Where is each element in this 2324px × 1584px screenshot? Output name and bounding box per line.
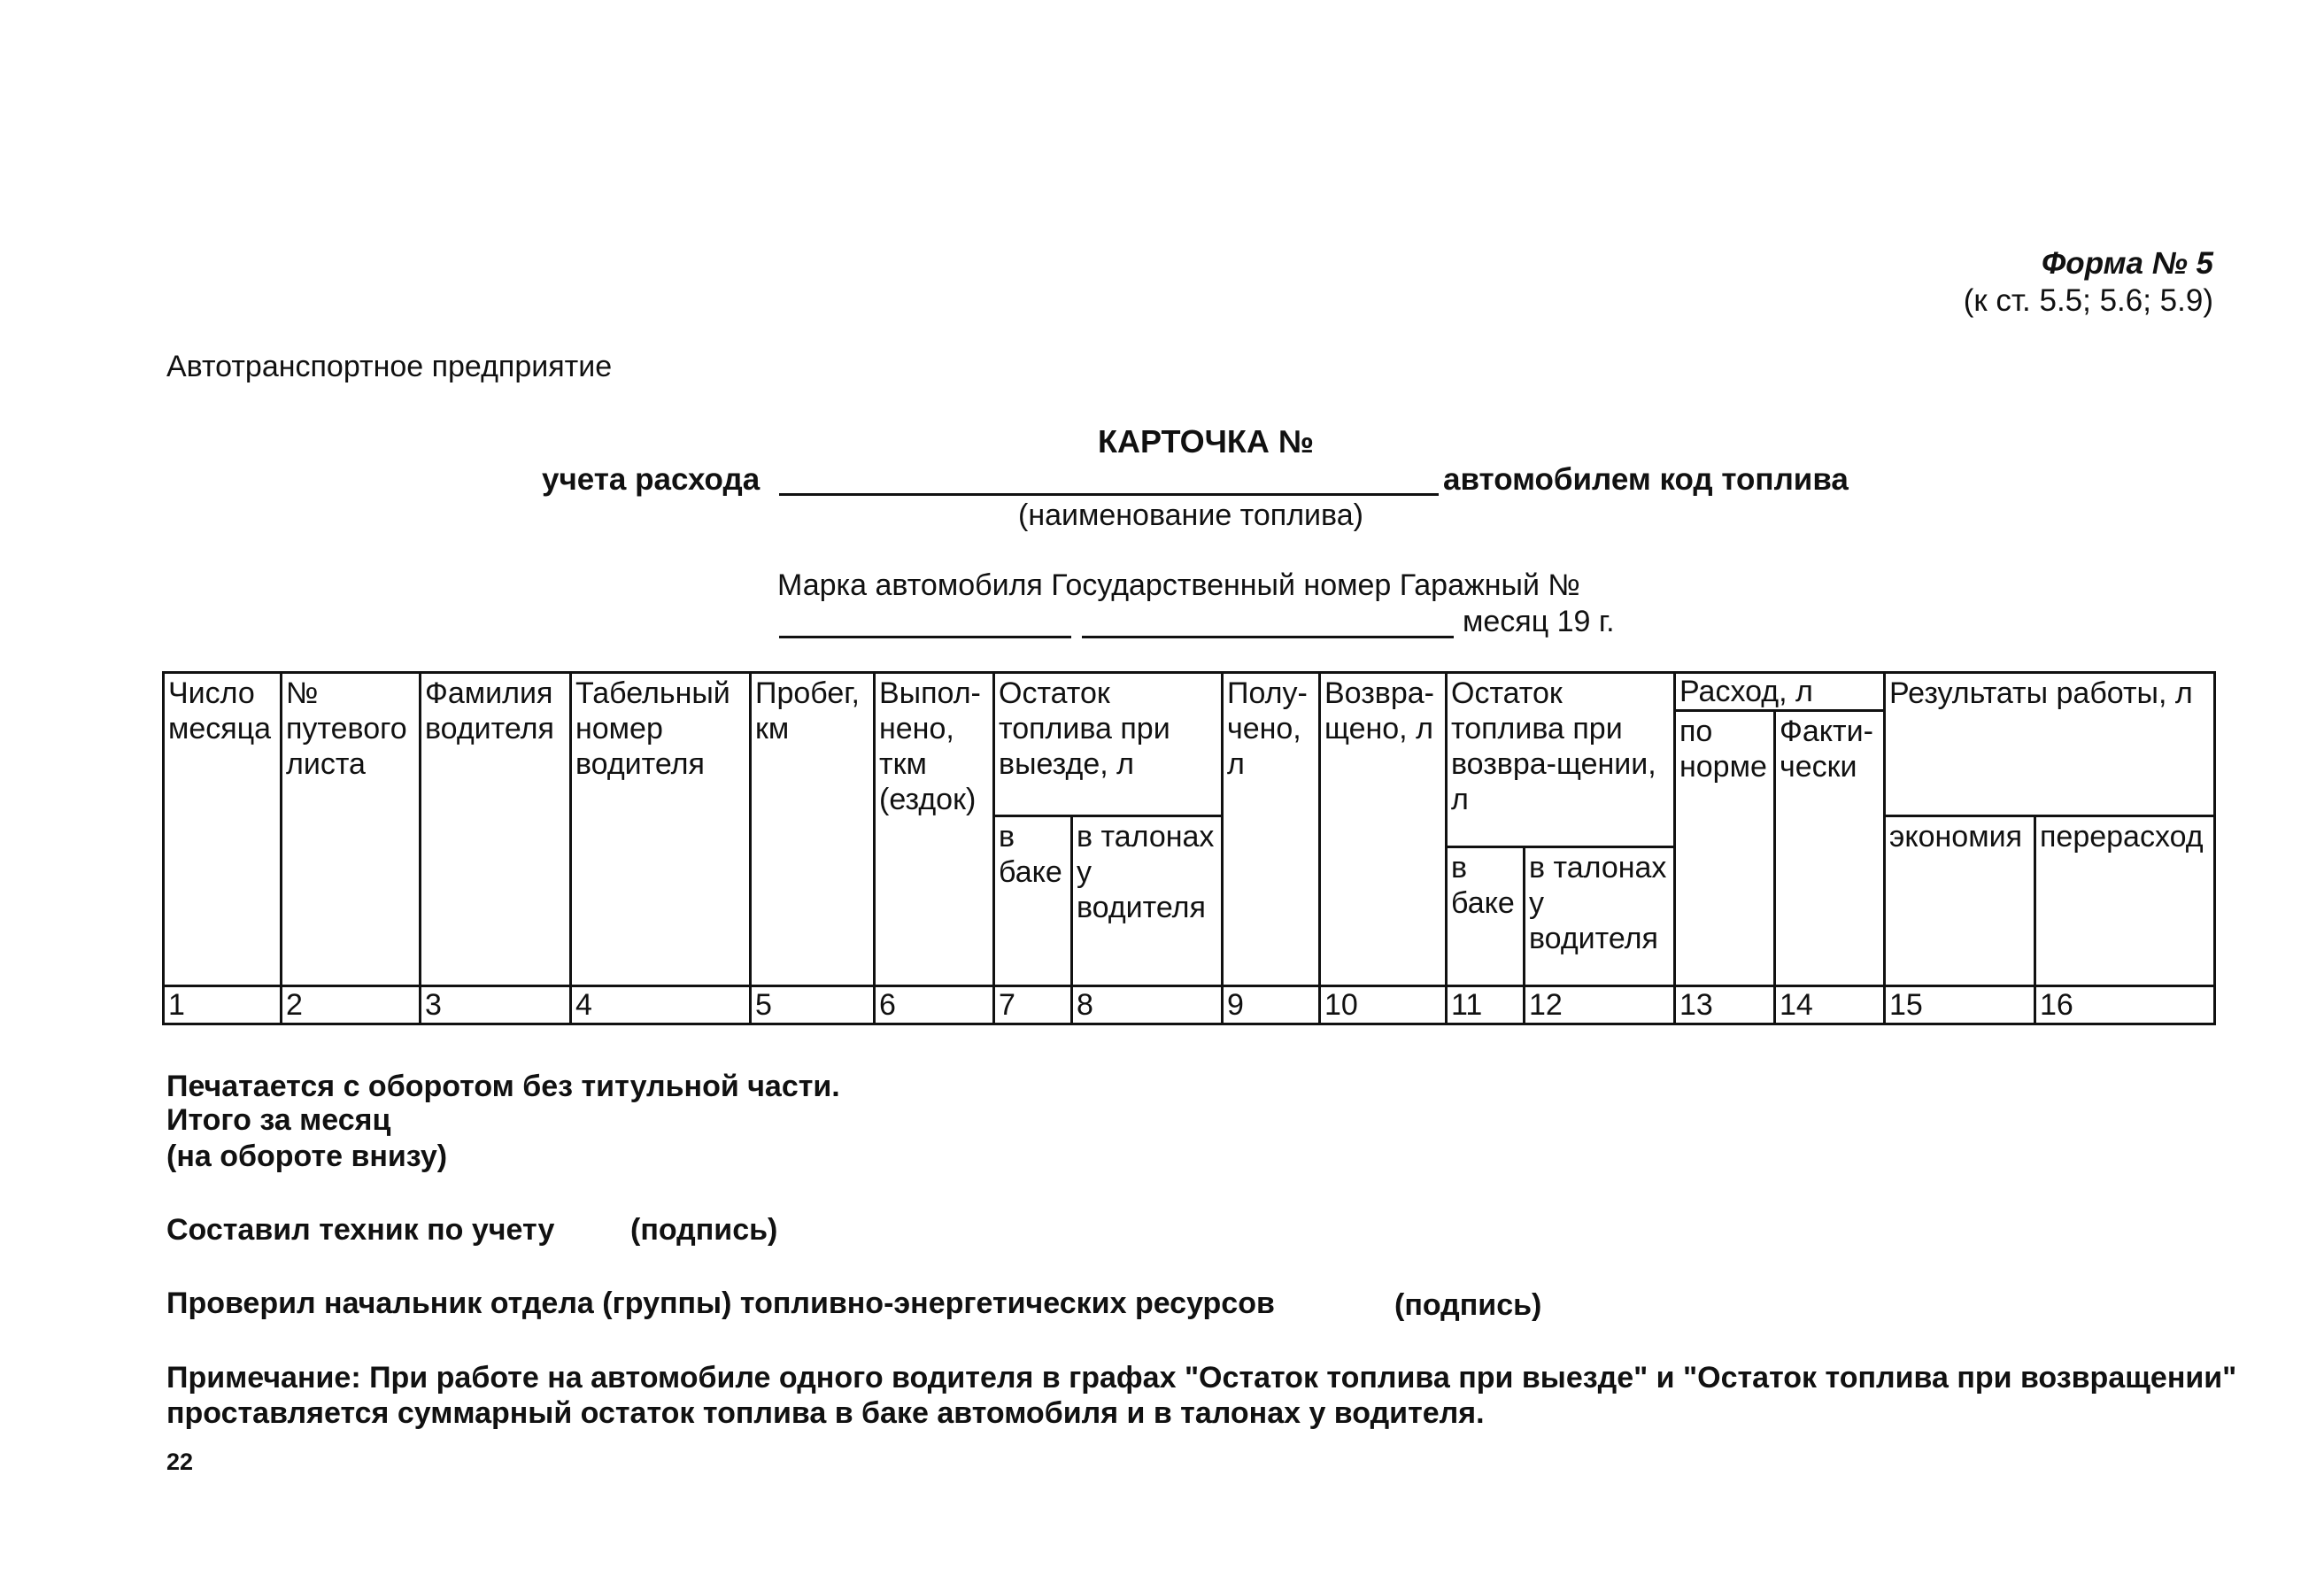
form-number: Форма № 5 <box>2041 246 2213 281</box>
col-number: 1 <box>164 986 282 1024</box>
col-header-return-remainder: Остаток топлива при возвра-щении, л <box>1447 673 1675 847</box>
col-number: 16 <box>2035 986 2215 1024</box>
col-header-departure-tank: в баке <box>994 816 1072 986</box>
col-header-overspend: перерасход <box>2035 816 2215 986</box>
col-number: 9 <box>1223 986 1320 1024</box>
col-number: 6 <box>875 986 994 1024</box>
col-number: 2 <box>282 986 421 1024</box>
col-number: 11 <box>1447 986 1525 1024</box>
col-header-received: Полу-чено, л <box>1223 673 1320 986</box>
fuel-name-blank <box>779 493 1439 496</box>
month-year-label: месяц 19 г. <box>1463 605 1615 638</box>
car-brand-blank <box>779 636 1071 638</box>
vehicle-fuel-code-label: автомобилем код топлива <box>1443 462 1849 497</box>
col-header-returned: Возвра-щено, л <box>1320 673 1447 986</box>
col-header-departure-coupons: в талонах у водителя <box>1072 816 1223 986</box>
col-header-by-norm: по норме <box>1675 711 1775 986</box>
note-line-2: проставляется суммарный остаток топлива в баке автомобиля и в талонах у водителя. <box>166 1396 1485 1430</box>
fuel-accounting-table <box>162 671 2216 1025</box>
note-line-1: Примечание: При работе на автомобиле одного водителя в графах "Остаток топлива при выезде" и "Остаток топлива при возвращении" <box>166 1361 2237 1395</box>
col-number: 5 <box>751 986 875 1024</box>
col-number: 8 <box>1072 986 1223 1024</box>
col-header-mileage: Пробег, км <box>751 673 875 986</box>
page-number: 22 <box>166 1449 194 1475</box>
month-total-label: Итого за месяц <box>166 1103 391 1137</box>
col-number: 7 <box>994 986 1072 1024</box>
signature-caption: (подпись) <box>1394 1288 1542 1322</box>
compiled-by-label: Составил техник по учету <box>166 1213 555 1247</box>
col-header-waybill: № путевого листа <box>282 673 421 986</box>
col-number: 3 <box>421 986 571 1024</box>
col-number: 15 <box>1885 986 2035 1024</box>
col-header-economy: экономия <box>1885 816 2035 986</box>
col-number: 4 <box>571 986 751 1024</box>
on-back-label: (на обороте внизу) <box>166 1140 448 1173</box>
col-number: 12 <box>1525 986 1675 1024</box>
form-reference: (к ст. 5.5; 5.6; 5.9) <box>1963 283 2213 318</box>
col-header-return-coupons: в талонах у водителя <box>1525 847 1675 986</box>
col-header-performed: Выпол-нено, ткм (ездок) <box>875 673 994 986</box>
signature-caption: (подпись) <box>630 1213 778 1247</box>
col-header-departure-remainder: Остаток топлива при выезде, л <box>994 673 1223 816</box>
accounting-label: учета расхода <box>542 462 761 497</box>
car-fields-label: Марка автомобиля Государственный номер Гаражный № <box>777 568 1580 602</box>
card-title: КАРТОЧКА № <box>1098 423 1315 460</box>
col-number: 14 <box>1775 986 1885 1024</box>
state-number-blank <box>1082 636 1454 638</box>
enterprise-label: Автотранспортное предприятие <box>166 350 613 383</box>
col-number: 10 <box>1320 986 1447 1024</box>
col-header-actual: Факти-чески <box>1775 711 1885 986</box>
col-header-driver-name: Фамилия водителя <box>421 673 571 986</box>
printed-note: Печатается с оборотом без титульной части. <box>166 1070 840 1103</box>
col-number: 13 <box>1675 986 1775 1024</box>
col-header-results: Результаты работы, л <box>1885 673 2215 816</box>
col-header-driver-id: Табельный номер водителя <box>571 673 751 986</box>
fuel-name-caption: (наименование топлива) <box>1018 498 1363 532</box>
checked-by-label: Проверил начальник отдела (группы) топливно-энергетических ресурсов <box>166 1287 1275 1320</box>
col-header-consumption: Расход, л <box>1675 673 1885 711</box>
col-header-day: Число месяца <box>164 673 282 986</box>
col-header-return-tank: в баке <box>1447 847 1525 986</box>
